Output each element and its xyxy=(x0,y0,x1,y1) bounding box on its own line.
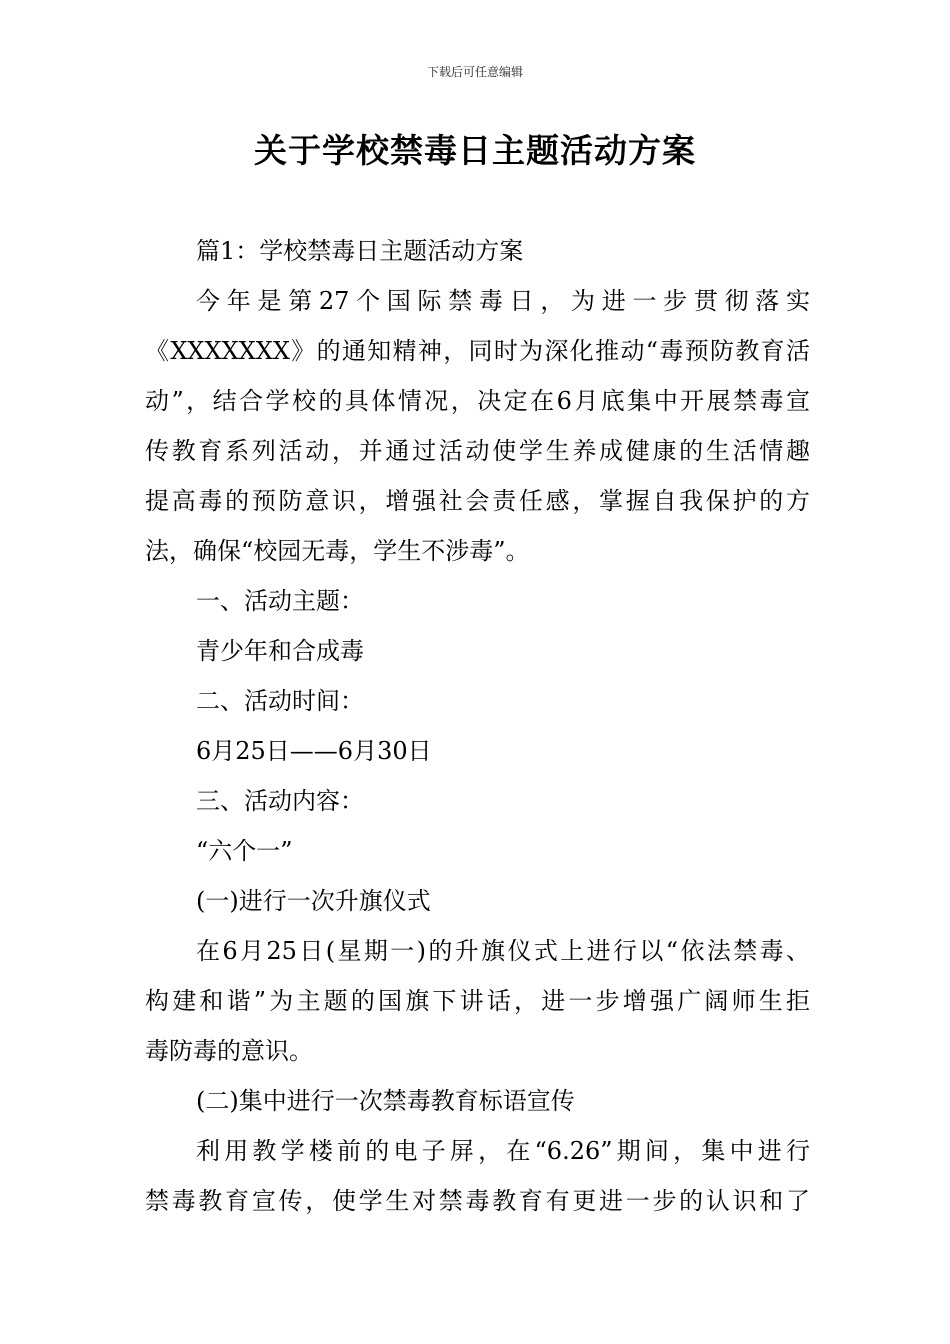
intro-line-3: 动”，结合学校的具体情况，决定在6月底集中开展禁毒宣 xyxy=(145,387,810,415)
intro-line-2: 《XXXXXXX》的通知精神，同时为深化推动“毒预防教育活 xyxy=(145,337,810,365)
item-1-line-2: 构建和谐”为主题的国旗下讲话，进一步增强广阔师生拒 xyxy=(145,987,810,1015)
download-note: 下载后可任意编辑 xyxy=(426,65,523,79)
intro-line-1: 今年是第27个国际禁毒日，为进一步贯彻落实 xyxy=(196,287,810,315)
intro-paragraph xyxy=(145,276,810,576)
item-2-heading: (二)集中进行一次禁毒教育标语宣传 xyxy=(196,1087,575,1115)
intro-line-6: 法，确保“校园无毒，学生不涉毒”。 xyxy=(145,537,530,565)
section-1-heading: 一、活动主题： xyxy=(196,587,364,615)
section-3-tagline: “六个一” xyxy=(196,837,293,865)
subtitle: 篇1：学校禁毒日主题活动方案 xyxy=(196,237,524,265)
item-2-paragraph xyxy=(145,1126,810,1226)
item-1-line-3: 毒防毒的意识。 xyxy=(145,1037,313,1065)
document-body xyxy=(145,226,810,1226)
section-1-value: 青少年和合成毒 xyxy=(196,637,364,665)
intro-line-4: 传教育系列活动，并通过活动使学生养成健康的生活情趣 xyxy=(145,437,810,465)
section-2-heading: 二、活动时间： xyxy=(196,687,364,715)
document-title: 关于学校禁毒日主题活动方案 xyxy=(254,131,696,170)
section-2-value: 6月25日——6月30日 xyxy=(196,737,432,765)
item-2-line-1: 利用教学楼前的电子屏，在“6.26”期间，集中进行 xyxy=(196,1137,810,1165)
item-1-heading: (一)进行一次升旗仪式 xyxy=(196,887,431,915)
item-1-line-1: 在6月25日(星期一)的升旗仪式上进行以“依法禁毒、 xyxy=(196,937,810,965)
item-1-paragraph xyxy=(145,926,810,1076)
item-2-line-2: 禁毒教育宣传，使学生对禁毒教育有更进一步的认识和了 xyxy=(145,1187,810,1215)
intro-line-5: 提高毒的预防意识，增强社会责任感，掌握自我保护的方 xyxy=(145,487,810,515)
section-3-heading: 三、活动内容： xyxy=(196,787,364,815)
